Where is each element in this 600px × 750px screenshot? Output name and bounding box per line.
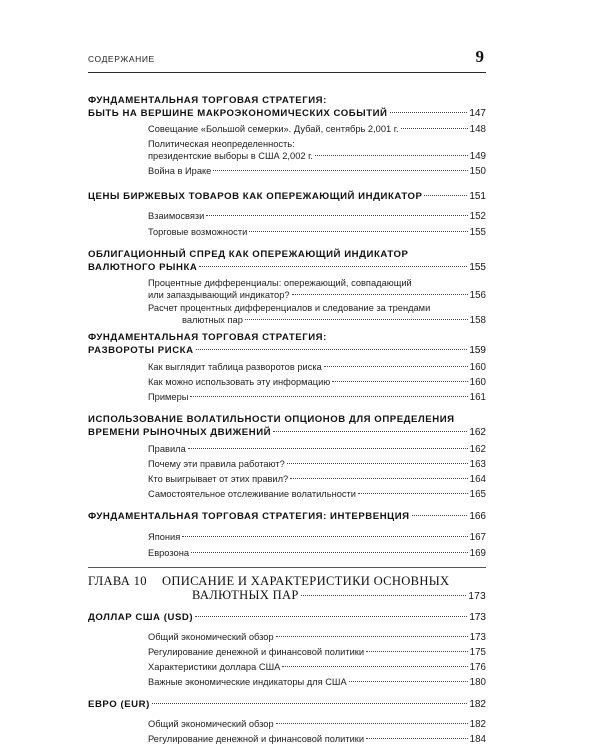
toc-page-number: 165	[469, 489, 486, 500]
toc-section-title-line1: ИСПОЛЬЗОВАНИЕ ВОЛАТИЛЬНОСТИ ОПЦИОНОВ ДЛЯ ОПРЕДЕЛЕНИЯ	[88, 414, 455, 425]
leader-dots	[206, 215, 467, 216]
toc-entry-title: Самостоятельное отслеживание волатильности	[148, 489, 356, 499]
divider	[88, 567, 486, 568]
toc-page-number: 155	[469, 262, 486, 273]
toc-entry-political-uncertainty[interactable]	[148, 138, 486, 163]
chapter-label: ГЛАВА 10	[88, 574, 147, 588]
toc-entry-risk-table[interactable]	[148, 361, 486, 374]
toc-entry-title-line2: президентские выборы в США 2,002 г.	[148, 151, 313, 161]
leader-dots	[315, 155, 468, 156]
leader-dots	[349, 681, 468, 682]
leader-dots	[213, 170, 467, 171]
leader-dots	[195, 616, 467, 617]
toc-page-number: 167	[469, 532, 486, 543]
toc-page-number: 182	[469, 719, 486, 730]
toc-section-title: ДОЛЛАР США (USD)	[88, 612, 194, 623]
toc-section-eur[interactable]	[88, 698, 486, 711]
toc-entry-title-line1: Политическая неопределенность:	[148, 139, 295, 149]
toc-section-title-line2: РАЗВОРОТЫ РИСКА	[88, 345, 194, 356]
leader-dots	[276, 723, 468, 724]
running-title: СОДЕРЖАНИЕ	[88, 54, 155, 64]
toc-page-number: 164	[469, 474, 486, 485]
toc-page-number: 169	[469, 548, 486, 559]
toc-page-number: 155	[469, 227, 486, 238]
toc-entry-title: Регулирование денежной и финансовой политики	[148, 647, 365, 657]
leader-dots	[190, 396, 467, 397]
leader-dots	[292, 294, 468, 295]
toc-section-title: ЕВРО (EUR)	[88, 699, 150, 710]
toc-section-usd[interactable]	[88, 611, 486, 624]
toc-entry-title: Характеристики доллара США	[148, 662, 281, 672]
toc-entry-title: Война в Ираке	[148, 166, 212, 176]
toc-page-number: 158	[469, 315, 486, 326]
toc-entry-title-line1: Расчет процентных дифференциалов и следование за трендами	[148, 303, 431, 313]
toc-entry-title-line2: валютных пар	[182, 315, 243, 325]
toc-section-title-line1: ОБЛИГАЦИОННЫЙ СПРЕД КАК ОПЕРЕЖАЮЩИЙ ИНДИКАТОР	[88, 249, 409, 260]
toc-entry-eur-policy[interactable]	[148, 733, 486, 746]
leader-dots	[366, 738, 468, 739]
toc-section-title: ЦЕНЫ БИРЖЕВЫХ ТОВАРОВ КАК ОПЕРЕЖАЮЩИЙ ИНДИКАТОР	[88, 191, 423, 202]
toc-entry-title: Почему эти правила работают?	[148, 459, 285, 469]
toc-entry-title: Важные экономические индикаторы для США	[148, 677, 347, 687]
toc-page-number: 162	[469, 444, 486, 455]
toc-page-number: 148	[469, 124, 486, 135]
toc-entry-trading-opportunities[interactable]	[148, 226, 486, 239]
toc-chapter-10[interactable]	[88, 574, 486, 604]
toc-page-number: 149	[469, 151, 486, 162]
toc-page-number: 162	[469, 427, 486, 438]
toc-page-number: 151	[469, 191, 486, 202]
toc-section-intervention[interactable]	[88, 510, 486, 523]
leader-dots	[196, 349, 468, 350]
toc-page-number: 156	[469, 290, 486, 301]
toc-entry-title: Совещание «Большой семерки». Дубай, сентябрь 2,001 г.	[148, 124, 399, 134]
leader-dots	[249, 231, 467, 232]
toc-entry-g7-dubai[interactable]	[148, 123, 486, 136]
toc-page-number: 184	[469, 734, 486, 745]
leader-dots	[290, 478, 467, 479]
toc-entry-self-tracking[interactable]	[148, 488, 486, 501]
toc-entry-title: Япония	[148, 532, 181, 542]
toc-entry-title: Общий экономический обзор	[148, 632, 274, 642]
toc-page-number: 150	[469, 166, 486, 177]
toc-page-number: 175	[469, 647, 486, 658]
toc-entry-title: Как выглядит таблица разворотов риска	[148, 362, 322, 372]
toc-entry-eur-overview[interactable]	[148, 718, 486, 731]
table-of-contents	[88, 0, 486, 750]
toc-entry-relationships[interactable]	[148, 210, 486, 223]
toc-section-title-line2: ВАЛЮТНОГО РЫНКА	[88, 262, 198, 273]
toc-page-number: 176	[469, 662, 486, 673]
toc-section-title-line2: БЫТЬ НА ВЕРШИНЕ МАКРОЭКОНОМИЧЕСКИХ СОБЫТИЙ	[88, 108, 388, 119]
leader-dots	[188, 448, 468, 449]
leader-dots	[282, 666, 467, 667]
leader-dots	[324, 366, 468, 367]
toc-section-title-line1: ФУНДАМЕНТАЛЬНАЯ ТОРГОВАЯ СТРАТЕГИЯ:	[88, 332, 327, 343]
toc-entry-usd-policy[interactable]	[148, 646, 486, 659]
leader-dots	[245, 319, 468, 320]
toc-entry-usd-indicators[interactable]	[148, 676, 486, 689]
toc-entry-title: Еврозона	[148, 548, 190, 558]
leader-dots	[273, 431, 467, 432]
toc-entry-who-wins[interactable]	[148, 473, 486, 486]
leader-dots	[301, 595, 467, 596]
toc-entry-eurozone[interactable]	[148, 547, 486, 560]
toc-page-number: 166	[469, 511, 486, 522]
toc-entry-japan[interactable]	[148, 531, 486, 544]
toc-section-risk-reversals[interactable]	[88, 331, 486, 357]
toc-page-number: 160	[469, 377, 486, 388]
toc-page-number: 182	[469, 699, 486, 710]
toc-page-number: 152	[469, 211, 486, 222]
toc-entry-interest-differentials[interactable]	[148, 277, 486, 302]
toc-page-number: 173	[468, 591, 486, 602]
toc-entry-title: Как можно использовать эту информацию	[148, 377, 331, 387]
toc-page-number: 161	[469, 392, 486, 403]
toc-entry-title-line1: Процентные дифференциалы: опережающий, совпадающий	[148, 278, 412, 288]
toc-page-number: 160	[469, 362, 486, 373]
toc-page-number: 159	[469, 345, 486, 356]
leader-dots	[332, 381, 467, 382]
toc-entry-title: Общий экономический обзор	[148, 719, 274, 729]
leader-dots	[182, 536, 467, 537]
page-number: 9	[475, 47, 484, 66]
toc-entry-using-information[interactable]	[148, 376, 486, 389]
toc-entry-title: Правила	[148, 444, 186, 454]
leader-dots	[191, 552, 468, 553]
toc-page-number: 163	[469, 459, 486, 470]
leader-dots	[358, 493, 468, 494]
toc-entry-why-rules-work[interactable]	[148, 458, 486, 471]
leader-dots	[287, 463, 468, 464]
leader-dots	[276, 636, 468, 637]
leader-dots	[424, 195, 467, 196]
toc-section-title-line2: ВРЕМЕНИ РЫНОЧНЫХ ДВИЖЕНИЙ	[88, 427, 272, 438]
toc-section-title: ФУНДАМЕНТАЛЬНАЯ ТОРГОВАЯ СТРАТЕГИЯ: ИНТЕРВЕНЦИЯ	[88, 511, 410, 522]
toc-entry-examples[interactable]	[148, 391, 486, 404]
leader-dots	[152, 703, 467, 704]
toc-page-number: 180	[469, 677, 486, 688]
toc-entry-title-line2: или запаздывающий индикатор?	[148, 290, 290, 300]
toc-entry-rules[interactable]	[148, 443, 486, 456]
leader-dots	[199, 266, 467, 267]
toc-entry-title: Кто выигрывает от этих правил?	[148, 474, 289, 484]
toc-page-number: 173	[469, 612, 486, 623]
leader-dots	[366, 651, 468, 652]
leader-dots	[401, 128, 468, 129]
toc-page-number: 147	[469, 108, 486, 119]
toc-entry-iraq-war[interactable]	[148, 165, 486, 178]
toc-entry-title: Регулирование денежной и финансовой политики	[148, 734, 365, 744]
toc-section-option-volatility[interactable]	[88, 413, 486, 439]
toc-page-number: 173	[469, 632, 486, 643]
toc-entry-title: Торговые возможности	[148, 227, 248, 237]
toc-entry-title: Примеры	[148, 392, 189, 402]
toc-entry-title: Взаимосвязи	[148, 211, 205, 221]
leader-dots	[412, 515, 468, 516]
toc-entry-usd-characteristics[interactable]	[148, 661, 486, 674]
toc-entry-differential-calculation[interactable]	[148, 302, 486, 327]
chapter-title-line1: ОПИСАНИЕ И ХАРАКТЕРИСТИКИ ОСНОВНЫХ	[162, 574, 450, 588]
toc-section-bond-spread[interactable]	[88, 248, 486, 274]
leader-dots	[390, 112, 468, 113]
toc-section-macro-events[interactable]	[88, 94, 486, 120]
toc-section-commodities[interactable]	[88, 190, 486, 203]
toc-entry-usd-overview[interactable]	[148, 631, 486, 644]
toc-section-title-line1: ФУНДАМЕНТАЛЬНАЯ ТОРГОВАЯ СТРАТЕГИЯ:	[88, 95, 327, 106]
chapter-title-line2: ВАЛЮТНЫХ ПАР	[192, 588, 299, 602]
